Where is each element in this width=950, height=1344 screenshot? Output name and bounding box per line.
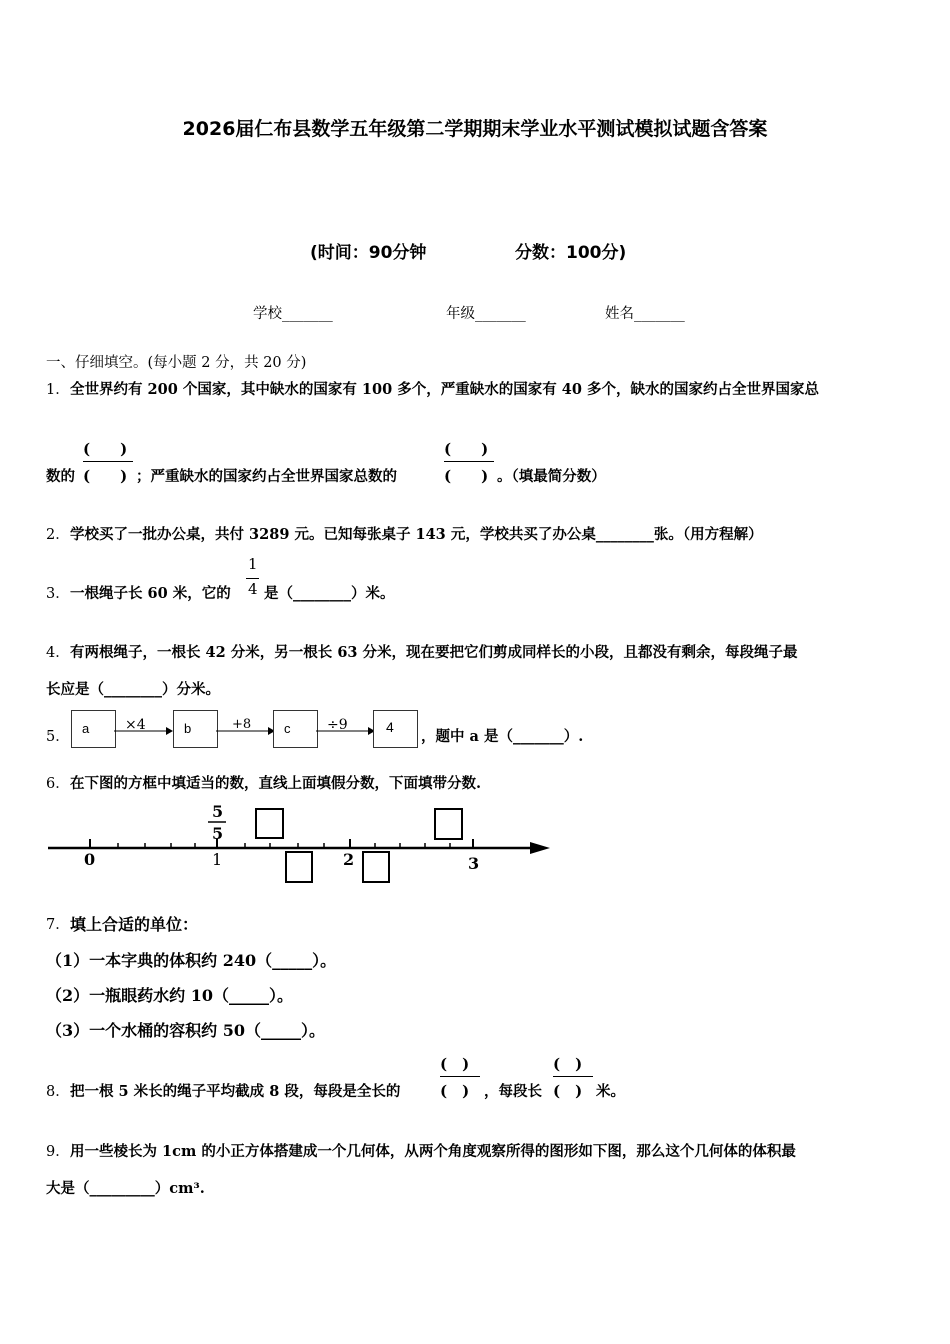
section-heading: 一、仔细填空。(每小题 2 分，共 20 分) — [46, 355, 307, 371]
q6-axis-arrow — [530, 842, 550, 854]
page-title: 2026届仁布县数学五年级第二学期期末学业水平测试模拟试题含答案 — [182, 118, 768, 140]
q7-item-3: （3）一个水桶的容积约 50（_____）。 — [46, 1021, 325, 1040]
q3-fraction-denominator: 4 — [248, 580, 258, 598]
q4-number: 4． — [46, 645, 70, 661]
q5-box-b — [173, 710, 218, 748]
q8-text-c: 米。 — [596, 1083, 625, 1100]
q9-number: 9． — [46, 1144, 70, 1160]
q5-arrow-1 — [114, 726, 174, 736]
q3-number: 3． — [46, 586, 70, 602]
q6-answer-box-below-2[interactable] — [363, 852, 389, 882]
q6-fraction-numerator: 5 — [212, 802, 224, 821]
q8-fraction-denominator[interactable]: ( ) — [440, 1082, 470, 1100]
q1-text-b: ；严重缺水的国家约占全世界国家总数的 — [136, 468, 397, 485]
q1-line1: 全世界约有 200 个国家，其中缺水的国家有 100 多个，严重缺水的国家有 40 多个，缺水的国家约占全世界国家总 — [70, 381, 819, 398]
q8-length-bar — [553, 1076, 593, 1077]
q9-line2: 大是（_________）cm³. — [46, 1180, 205, 1197]
q3-text-b: 是（________）米。 — [264, 585, 395, 602]
q6-fraction-denominator: 5 — [212, 824, 224, 843]
q3-fraction-numerator: 1 — [248, 555, 258, 573]
q1-fraction2-denominator[interactable]: ( ) — [444, 467, 489, 485]
q5-box-b-label: b — [184, 721, 192, 736]
q5-arrow-2 — [216, 726, 276, 736]
q6-text: 在下图的方框中填适当的数，直线上面填假分数，下面填带分数. — [70, 775, 482, 792]
q5-box-result — [373, 710, 418, 748]
q6-answer-box-above-2[interactable] — [435, 809, 462, 839]
q1-fraction2-bar — [444, 461, 494, 462]
q7-number: 7． — [46, 917, 70, 933]
exam-time: (时间：90分钟 — [310, 243, 427, 263]
exam-score: 分数：100分) — [515, 243, 627, 263]
q5-box-c-label: c — [284, 721, 291, 736]
q6-number-line — [40, 795, 560, 895]
q5-number: 5． — [46, 729, 70, 745]
q1-text-c: 。（填最简分数） — [497, 468, 606, 485]
q6-tick-label-2: 2 — [343, 850, 355, 869]
q6-answer-box-below-1[interactable] — [286, 852, 312, 882]
q5-box-a-label: a — [82, 721, 90, 736]
q8-number: 8． — [46, 1084, 70, 1100]
q2-text: 学校买了一批办公桌，共付 3289 元。已知每张桌子 143 元，学校共买了办公桌________张。（用方程解） — [70, 526, 763, 543]
q1-fraction1-bar — [83, 461, 133, 462]
q5-box-a — [71, 710, 116, 748]
q5-text: ，题中 a 是（_______）. — [421, 728, 584, 745]
q6-number: 6． — [46, 776, 70, 792]
q1-fraction1-numerator[interactable]: ( ) — [83, 440, 128, 458]
q5-box-c — [273, 710, 318, 748]
q6-answer-box-above-1[interactable] — [256, 809, 283, 838]
q3-text-a: 一根绳子长 60 米，它的 — [70, 585, 231, 602]
q5-op-3: ÷9 — [327, 717, 348, 733]
q6-major-ticks — [90, 839, 473, 848]
name-field[interactable]: 姓名_______ — [605, 306, 685, 322]
school-field[interactable]: 学校_______ — [253, 306, 333, 322]
q1-number: 1． — [46, 382, 70, 398]
grade-field[interactable]: 年级_______ — [446, 306, 526, 322]
q8-fraction-numerator[interactable]: ( ) — [440, 1055, 470, 1073]
q8-length-numerator[interactable]: ( ) — [553, 1055, 583, 1073]
q6-tick-label-0: 0 — [84, 850, 96, 869]
q8-text-a: 把一根 5 米长的绳子平均截成 8 段，每段是全长的 — [70, 1083, 401, 1100]
q4-line1: 有两根绳子，一根长 42 分米，另一根长 63 分米，现在要把它们剪成同样长的小段，且都没有剩余，每段绳子最 — [70, 644, 798, 661]
q7-item-2: （2）一瓶眼药水约 10（_____）。 — [46, 986, 293, 1005]
q2-number: 2． — [46, 527, 70, 543]
q7-heading: 填上合适的单位： — [70, 915, 199, 934]
q5-op-2: +8 — [232, 717, 252, 732]
q8-fraction-bar — [440, 1076, 480, 1077]
q8-length-denominator[interactable]: ( ) — [553, 1082, 583, 1100]
q7-item-1: （1）一本字典的体积约 240（_____）。 — [46, 951, 337, 970]
q5-op-1: ×4 — [125, 717, 146, 733]
q8-text-b: ，每段长 — [484, 1083, 542, 1100]
q1-fraction2-numerator[interactable]: ( ) — [444, 440, 489, 458]
q3-fraction-bar — [246, 578, 259, 579]
q1-text-a: 数的 — [46, 468, 75, 485]
q5-box-result-label: 4 — [386, 719, 394, 735]
q9-line1: 用一些棱长为 1cm 的小正方体搭建成一个几何体，从两个角度观察所得的图形如下图，那么这个几何体的体积最 — [70, 1143, 796, 1160]
q6-tick-label-3: 3 — [468, 854, 480, 873]
q1-fraction1-denominator[interactable]: ( ) — [83, 467, 128, 485]
q5-arrow-3 — [316, 726, 376, 736]
q6-tick-label-1: 1 — [212, 850, 223, 869]
q4-line2: 长应是（________）分米。 — [46, 681, 220, 698]
